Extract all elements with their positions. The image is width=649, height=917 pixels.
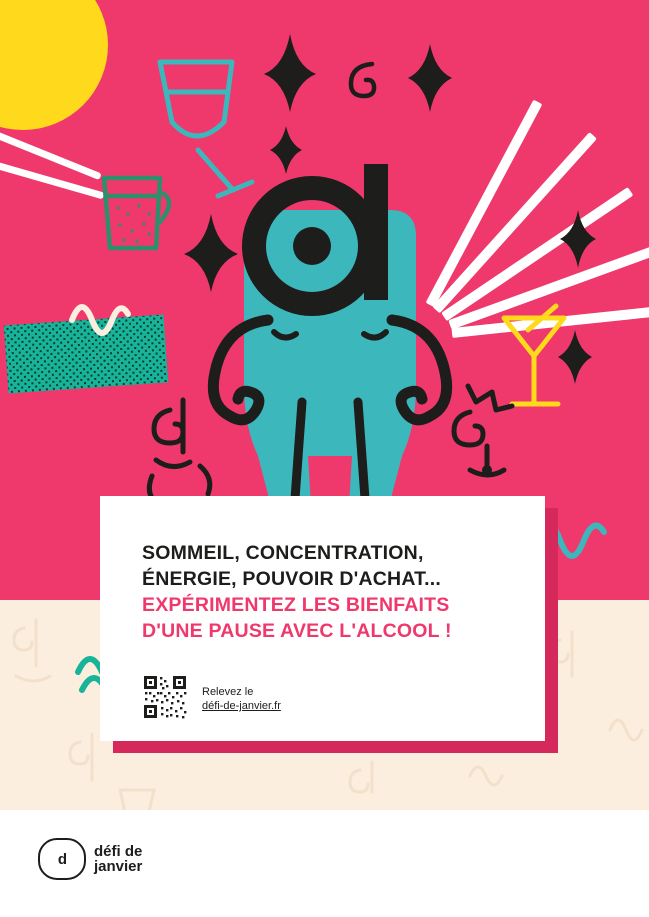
cta-prefix-label: Relevez le xyxy=(202,686,254,698)
cta-link[interactable]: défi-de-janvier.fr xyxy=(202,700,281,712)
logo-wordmark xyxy=(94,844,142,874)
cta-text-block xyxy=(202,682,281,712)
footer-bar xyxy=(0,810,649,917)
brand-logo xyxy=(38,838,142,880)
qr-code-icon[interactable] xyxy=(142,674,188,720)
headline-line-2: ÉNERGIE, POUVOIR D'ACHAT... xyxy=(142,568,441,590)
headline-line-3: EXPÉRIMENTEZ LES BIENFAITS xyxy=(142,594,450,616)
message-card xyxy=(100,496,545,741)
headline-line-1: SOMMEIL, CONCENTRATION, xyxy=(142,542,424,564)
logo-line-1: défi de xyxy=(94,843,143,860)
green-dotted-rectangle xyxy=(4,315,168,394)
card-headline-block xyxy=(142,540,522,644)
logo-mark-icon: d xyxy=(38,838,86,880)
cta-row xyxy=(142,674,281,720)
headline-line-4: D'UNE PAUSE AVEC L'ALCOOL ! xyxy=(142,620,452,642)
logo-line-2: janvier xyxy=(94,858,143,875)
